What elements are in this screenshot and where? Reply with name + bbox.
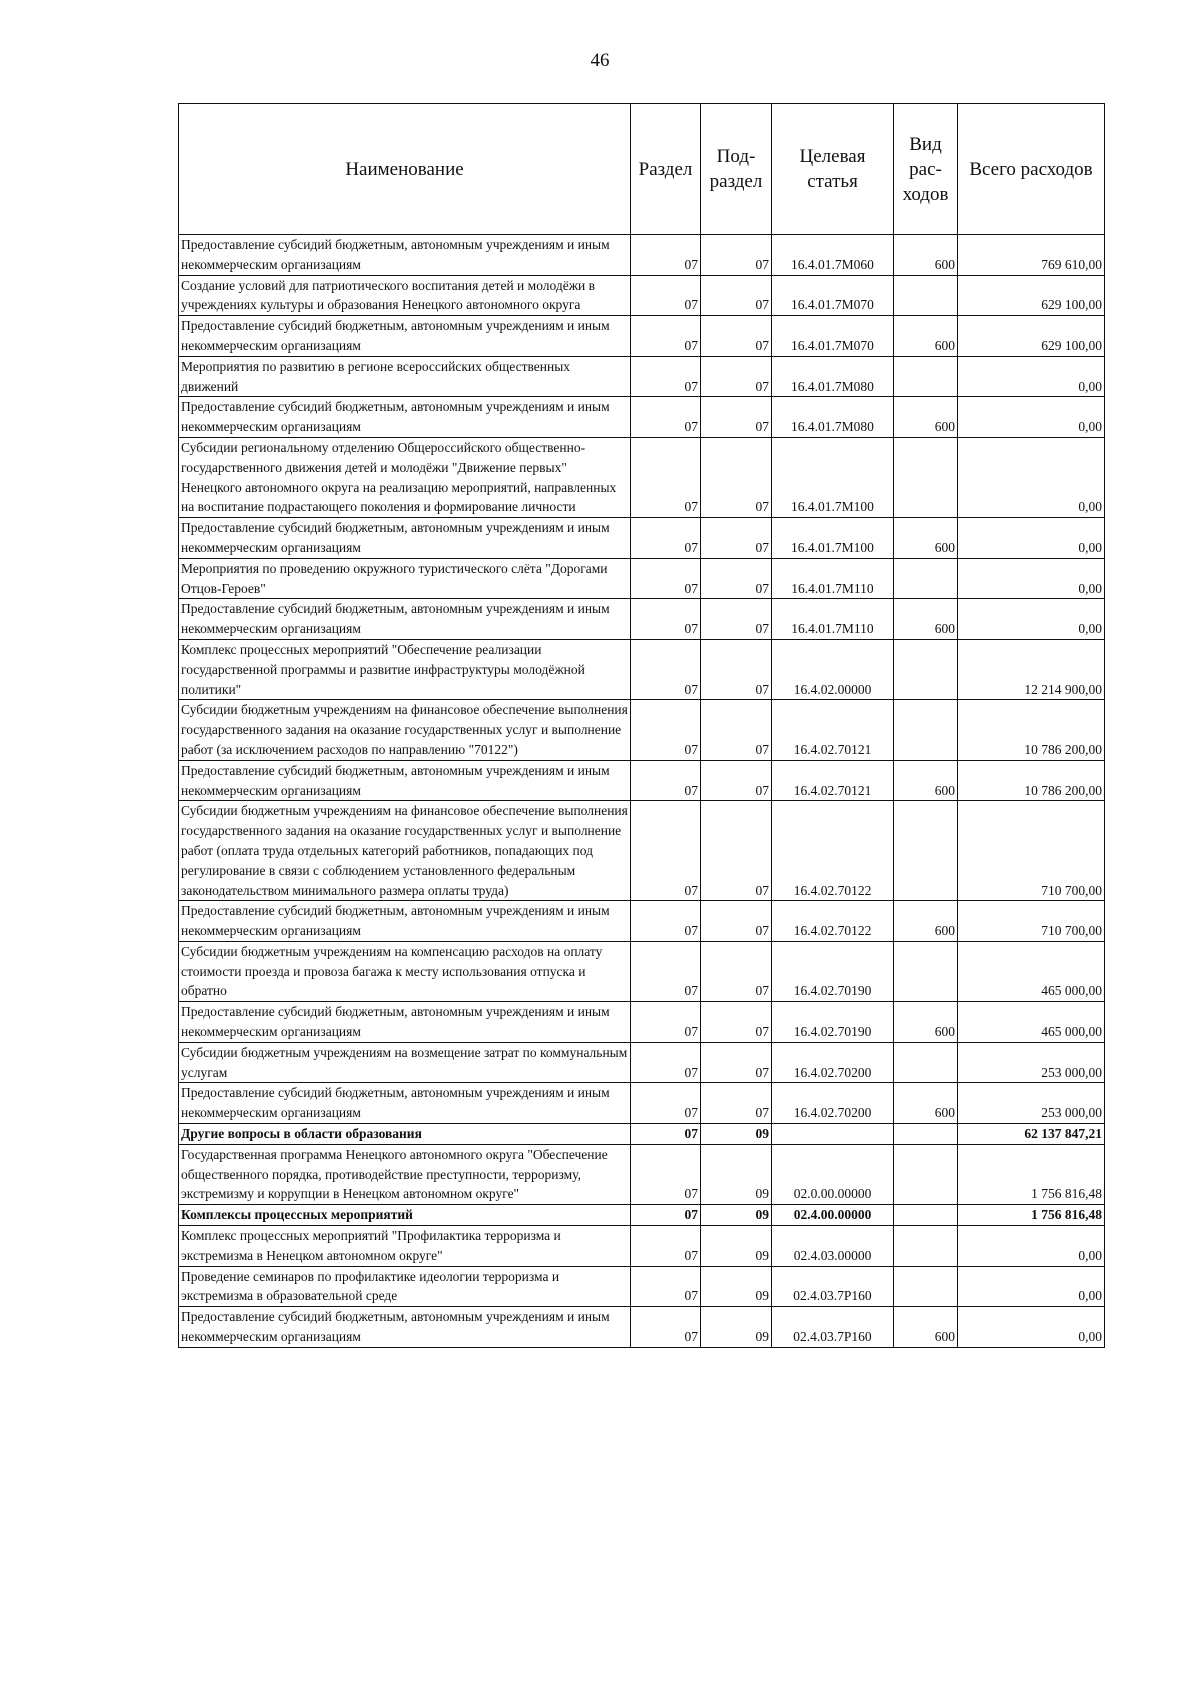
table-row <box>179 801 1105 901</box>
cell-vid: 600 <box>894 518 958 559</box>
cell-celevaya: 16.4.01.7М070 <box>772 316 894 357</box>
table-row <box>179 1205 1105 1226</box>
cell-podrazdel: 07 <box>701 901 772 942</box>
cell-name: Предоставление субсидий бюджетным, автономным учреждениям и иным некоммерческим организациям <box>179 397 631 438</box>
cell-celevaya: 16.4.02.70122 <box>772 801 894 901</box>
cell-celevaya: 16.4.01.7М080 <box>772 397 894 438</box>
cell-razdel: 07 <box>631 760 701 801</box>
table-row <box>179 1124 1105 1145</box>
cell-name: Комплексы процессных мероприятий <box>179 1205 631 1226</box>
cell-vid: 600 <box>894 1002 958 1043</box>
table-row <box>179 941 1105 1001</box>
header-razdel: Раздел <box>631 104 701 235</box>
cell-name: Субсидии бюджетным учреждениям на возмещение затрат по коммунальным услугам <box>179 1042 631 1083</box>
header-podrazdel: Под- раздел <box>701 104 772 235</box>
cell-podrazdel: 07 <box>701 316 772 357</box>
cell-name: Комплекс процессных мероприятий "Обеспечение реализации государственной программы и развитие инфраструктуры молодёжной политики" <box>179 639 631 699</box>
cell-podrazdel: 07 <box>701 941 772 1001</box>
cell-celevaya: 16.4.02.70190 <box>772 941 894 1001</box>
cell-razdel: 07 <box>631 1205 701 1226</box>
cell-celevaya: 16.4.01.7М060 <box>772 235 894 276</box>
cell-vid <box>894 941 958 1001</box>
table-row <box>179 1307 1105 1348</box>
cell-name: Предоставление субсидий бюджетным, автономным учреждениям и иным некоммерческим организациям <box>179 316 631 357</box>
cell-podrazdel: 09 <box>701 1226 772 1267</box>
cell-celevaya: 16.4.01.7М080 <box>772 356 894 397</box>
page-number: 46 <box>590 50 610 71</box>
cell-total: 0,00 <box>958 1226 1105 1267</box>
cell-razdel: 07 <box>631 1042 701 1083</box>
table-row <box>179 356 1105 397</box>
header-total: Всего расходов <box>958 104 1105 235</box>
cell-podrazdel: 07 <box>701 397 772 438</box>
cell-vid: 600 <box>894 1083 958 1124</box>
table-row <box>179 316 1105 357</box>
cell-podrazdel: 07 <box>701 235 772 276</box>
cell-total: 0,00 <box>958 356 1105 397</box>
table-row <box>179 1042 1105 1083</box>
cell-celevaya: 16.4.02.70121 <box>772 700 894 760</box>
cell-razdel: 07 <box>631 397 701 438</box>
table-row <box>179 760 1105 801</box>
table-row <box>179 1083 1105 1124</box>
cell-vid <box>894 700 958 760</box>
cell-podrazdel: 07 <box>701 356 772 397</box>
cell-razdel: 07 <box>631 275 701 316</box>
cell-vid <box>894 1042 958 1083</box>
cell-celevaya: 16.4.02.70200 <box>772 1083 894 1124</box>
cell-vid: 600 <box>894 316 958 357</box>
cell-vid <box>894 801 958 901</box>
cell-vid <box>894 1144 958 1204</box>
cell-name: Мероприятия по развитию в регионе всероссийских общественных движений <box>179 356 631 397</box>
cell-total: 0,00 <box>958 518 1105 559</box>
cell-podrazdel: 09 <box>701 1124 772 1145</box>
cell-celevaya: 16.4.01.7М110 <box>772 599 894 640</box>
cell-total: 629 100,00 <box>958 275 1105 316</box>
cell-podrazdel: 07 <box>701 599 772 640</box>
table-header <box>179 104 1105 235</box>
cell-name: Создание условий для патриотического воспитания детей и молодёжи в учреждениях культуры и образования Ненецкого автономного округа <box>179 275 631 316</box>
cell-podrazdel: 09 <box>701 1144 772 1204</box>
cell-celevaya: 16.4.01.7М070 <box>772 275 894 316</box>
cell-podrazdel: 07 <box>701 1042 772 1083</box>
table-row <box>179 1002 1105 1043</box>
cell-podrazdel: 07 <box>701 275 772 316</box>
table-row <box>179 235 1105 276</box>
cell-total: 710 700,00 <box>958 801 1105 901</box>
cell-razdel: 07 <box>631 639 701 699</box>
cell-name: Субсидии бюджетным учреждениям на финансовое обеспечение выполнения государственного задания на оказание государственных услуг и выполнение работ (оплата труда отдельных категорий работников, попадающих под регулирование в связи с соблюдением установленного федеральным законодательством минимального размера оплаты труда) <box>179 801 631 901</box>
cell-name: Субсидии бюджетным учреждениям на финансовое обеспечение выполнения государственного задания на оказание государственных услуг и выполнение работ (за исключением расходов по направлению "70122") <box>179 700 631 760</box>
cell-razdel: 07 <box>631 1226 701 1267</box>
cell-razdel: 07 <box>631 558 701 599</box>
cell-celevaya: 02.4.00.00000 <box>772 1205 894 1226</box>
cell-podrazdel: 07 <box>701 700 772 760</box>
cell-total: 253 000,00 <box>958 1083 1105 1124</box>
cell-razdel: 07 <box>631 316 701 357</box>
cell-vid <box>894 1226 958 1267</box>
cell-name: Предоставление субсидий бюджетным, автономным учреждениям и иным некоммерческим организациям <box>179 901 631 942</box>
cell-celevaya: 16.4.02.00000 <box>772 639 894 699</box>
cell-vid <box>894 639 958 699</box>
table-row <box>179 437 1105 517</box>
cell-total: 62 137 847,21 <box>958 1124 1105 1145</box>
cell-podrazdel: 07 <box>701 1083 772 1124</box>
cell-total: 1 756 816,48 <box>958 1205 1105 1226</box>
cell-total: 0,00 <box>958 397 1105 438</box>
cell-total: 710 700,00 <box>958 901 1105 942</box>
header-vid: Вид рас- ходов <box>894 104 958 235</box>
cell-vid <box>894 558 958 599</box>
cell-total: 0,00 <box>958 599 1105 640</box>
cell-podrazdel: 09 <box>701 1205 772 1226</box>
cell-name: Другие вопросы в области образования <box>179 1124 631 1145</box>
cell-celevaya: 16.4.01.7М100 <box>772 437 894 517</box>
cell-vid <box>894 275 958 316</box>
cell-celevaya: 16.4.01.7М100 <box>772 518 894 559</box>
cell-razdel: 07 <box>631 801 701 901</box>
table-row <box>179 901 1105 942</box>
cell-razdel: 07 <box>631 941 701 1001</box>
cell-name: Предоставление субсидий бюджетным, автономным учреждениям и иным некоммерческим организациям <box>179 1083 631 1124</box>
cell-razdel: 07 <box>631 1307 701 1348</box>
cell-name: Субсидии бюджетным учреждениям на компенсацию расходов на оплату стоимости проезда и провоза багажа к месту использования отпуска и обратно <box>179 941 631 1001</box>
cell-razdel: 07 <box>631 518 701 559</box>
cell-total: 629 100,00 <box>958 316 1105 357</box>
cell-podrazdel: 07 <box>701 1002 772 1043</box>
cell-vid: 600 <box>894 760 958 801</box>
cell-celevaya: 02.4.03.7Р160 <box>772 1307 894 1348</box>
cell-total: 465 000,00 <box>958 941 1105 1001</box>
cell-vid <box>894 1124 958 1145</box>
cell-razdel: 07 <box>631 599 701 640</box>
cell-total: 253 000,00 <box>958 1042 1105 1083</box>
cell-vid: 600 <box>894 1307 958 1348</box>
cell-razdel: 07 <box>631 1124 701 1145</box>
cell-podrazdel: 07 <box>701 801 772 901</box>
cell-vid: 600 <box>894 397 958 438</box>
table-row <box>179 639 1105 699</box>
cell-celevaya: 16.4.02.70190 <box>772 1002 894 1043</box>
cell-name: Предоставление субсидий бюджетным, автономным учреждениям и иным некоммерческим организациям <box>179 1307 631 1348</box>
cell-total: 0,00 <box>958 1266 1105 1307</box>
cell-podrazdel: 07 <box>701 558 772 599</box>
cell-total: 0,00 <box>958 437 1105 517</box>
cell-name: Предоставление субсидий бюджетным, автономным учреждениям и иным некоммерческим организациям <box>179 518 631 559</box>
cell-name: Предоставление субсидий бюджетным, автономным учреждениям и иным некоммерческим организациям <box>179 235 631 276</box>
cell-razdel: 07 <box>631 1144 701 1204</box>
cell-name: Субсидии региональному отделению Общероссийского общественно-государственного движения детей и молодёжи "Движение первых" Ненецкого автономного округа на реализацию мероприятий, направленных на воспитание подрастающего поколения и формирование личности <box>179 437 631 517</box>
table-row <box>179 1226 1105 1267</box>
cell-vid <box>894 1205 958 1226</box>
cell-total: 769 610,00 <box>958 235 1105 276</box>
cell-name: Проведение семинаров по профилактике идеологии терроризма и экстремизма в образовательной среде <box>179 1266 631 1307</box>
cell-vid <box>894 437 958 517</box>
cell-vid <box>894 356 958 397</box>
cell-celevaya <box>772 1124 894 1145</box>
cell-razdel: 07 <box>631 235 701 276</box>
table-row <box>179 397 1105 438</box>
cell-name: Мероприятия по проведению окружного туристического слёта "Дорогами Отцов-Героев" <box>179 558 631 599</box>
cell-razdel: 07 <box>631 700 701 760</box>
cell-vid: 600 <box>894 901 958 942</box>
header-name: Наименование <box>179 104 631 235</box>
cell-celevaya: 02.4.03.7Р160 <box>772 1266 894 1307</box>
cell-podrazdel: 09 <box>701 1266 772 1307</box>
cell-name: Предоставление субсидий бюджетным, автономным учреждениям и иным некоммерческим организациям <box>179 760 631 801</box>
cell-razdel: 07 <box>631 1083 701 1124</box>
cell-total: 12 214 900,00 <box>958 639 1105 699</box>
budget-table <box>178 103 1105 1348</box>
table-body <box>179 235 1105 1348</box>
cell-total: 0,00 <box>958 558 1105 599</box>
cell-celevaya: 16.4.02.70200 <box>772 1042 894 1083</box>
cell-total: 1 756 816,48 <box>958 1144 1105 1204</box>
cell-razdel: 07 <box>631 1002 701 1043</box>
table-row <box>179 700 1105 760</box>
cell-celevaya: 02.4.03.00000 <box>772 1226 894 1267</box>
cell-celevaya: 16.4.01.7М110 <box>772 558 894 599</box>
table-row <box>179 558 1105 599</box>
cell-name: Предоставление субсидий бюджетным, автономным учреждениям и иным некоммерческим организациям <box>179 1002 631 1043</box>
cell-podrazdel: 07 <box>701 639 772 699</box>
header-celevaya: Целевая статья <box>772 104 894 235</box>
cell-total: 0,00 <box>958 1307 1105 1348</box>
cell-celevaya: 16.4.02.70121 <box>772 760 894 801</box>
table-row <box>179 275 1105 316</box>
header-row <box>179 104 1105 235</box>
cell-vid <box>894 1266 958 1307</box>
cell-total: 465 000,00 <box>958 1002 1105 1043</box>
table-row <box>179 599 1105 640</box>
table-row <box>179 1144 1105 1204</box>
cell-razdel: 07 <box>631 1266 701 1307</box>
cell-podrazdel: 07 <box>701 518 772 559</box>
cell-razdel: 07 <box>631 356 701 397</box>
cell-vid: 600 <box>894 599 958 640</box>
cell-podrazdel: 07 <box>701 760 772 801</box>
cell-podrazdel: 09 <box>701 1307 772 1348</box>
cell-celevaya: 02.0.00.00000 <box>772 1144 894 1204</box>
cell-razdel: 07 <box>631 901 701 942</box>
cell-vid: 600 <box>894 235 958 276</box>
cell-name: Комплекс процессных мероприятий "Профилактика терроризма и экстремизма в Ненецком автономном округе" <box>179 1226 631 1267</box>
cell-celevaya: 16.4.02.70122 <box>772 901 894 942</box>
table-row <box>179 518 1105 559</box>
cell-total: 10 786 200,00 <box>958 700 1105 760</box>
table-row <box>179 1266 1105 1307</box>
cell-name: Государственная программа Ненецкого автономного округа "Обеспечение общественного порядка, противодействие преступности, терроризму, экстремизму и коррупции в Ненецком автономном округе" <box>179 1144 631 1204</box>
cell-name: Предоставление субсидий бюджетным, автономным учреждениям и иным некоммерческим организациям <box>179 599 631 640</box>
cell-podrazdel: 07 <box>701 437 772 517</box>
cell-total: 10 786 200,00 <box>958 760 1105 801</box>
cell-razdel: 07 <box>631 437 701 517</box>
